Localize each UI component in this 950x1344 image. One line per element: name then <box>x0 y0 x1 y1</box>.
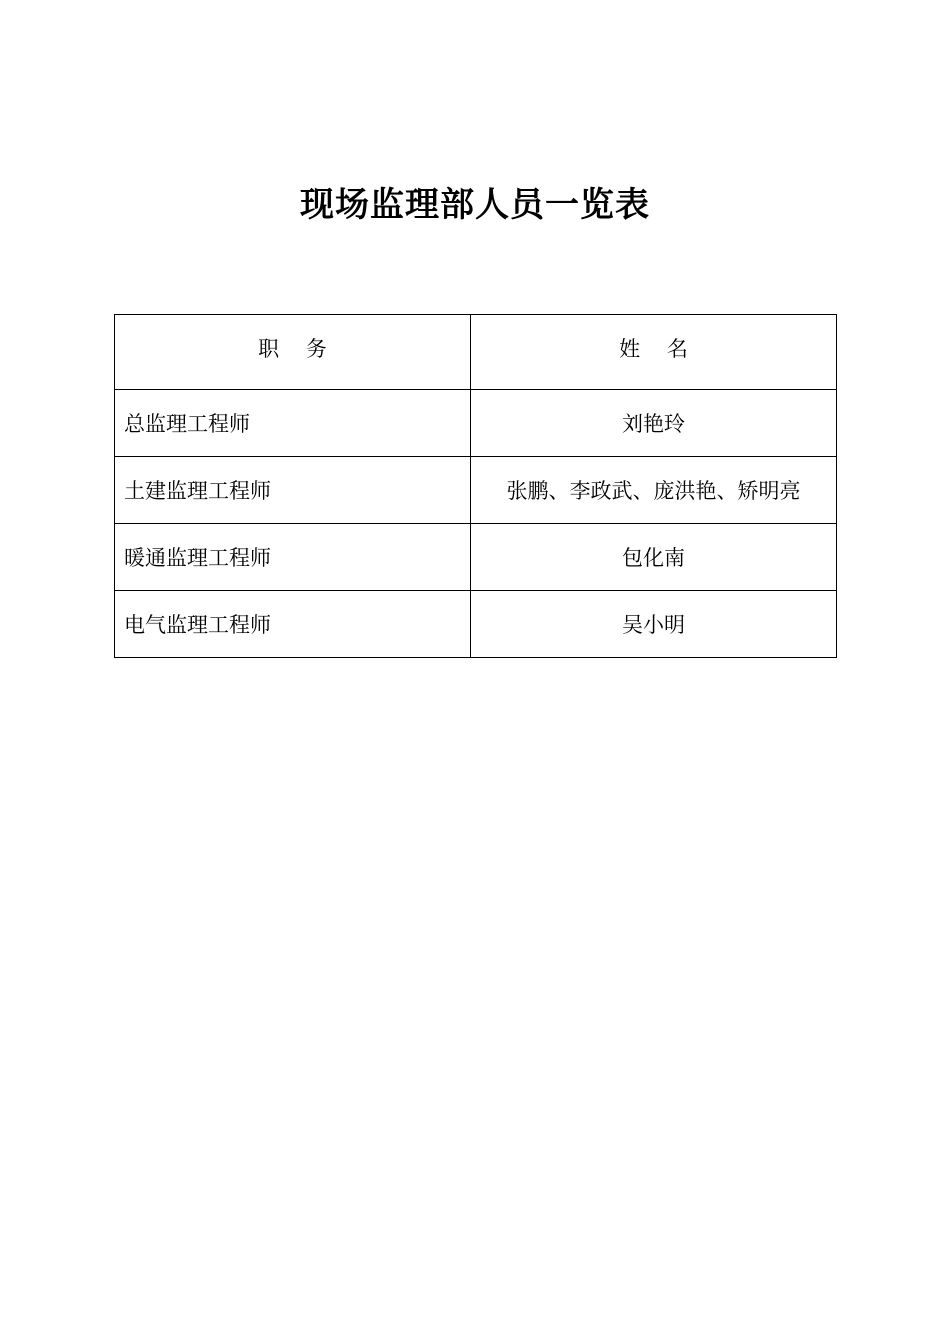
name-cell: 包化南 <box>471 524 837 591</box>
role-cell: 总监理工程师 <box>115 390 471 457</box>
role-cell: 电气监理工程师 <box>115 591 471 658</box>
table-row <box>115 457 837 524</box>
header-role: 职 务 <box>115 315 471 390</box>
table-header-row <box>115 315 837 390</box>
table-row <box>115 591 837 658</box>
staff-table <box>114 314 837 658</box>
page-title: 现场监理部人员一览表 <box>300 185 650 225</box>
role-cell: 暖通监理工程师 <box>115 524 471 591</box>
name-cell: 吴小明 <box>471 591 837 658</box>
name-cell: 张鹏、李政武、庞洪艳、矫明亮 <box>471 457 837 524</box>
header-name: 姓 名 <box>471 315 837 390</box>
table-row <box>115 390 837 457</box>
role-cell: 土建监理工程师 <box>115 457 471 524</box>
name-cell: 刘艳玲 <box>471 390 837 457</box>
table-row <box>115 524 837 591</box>
